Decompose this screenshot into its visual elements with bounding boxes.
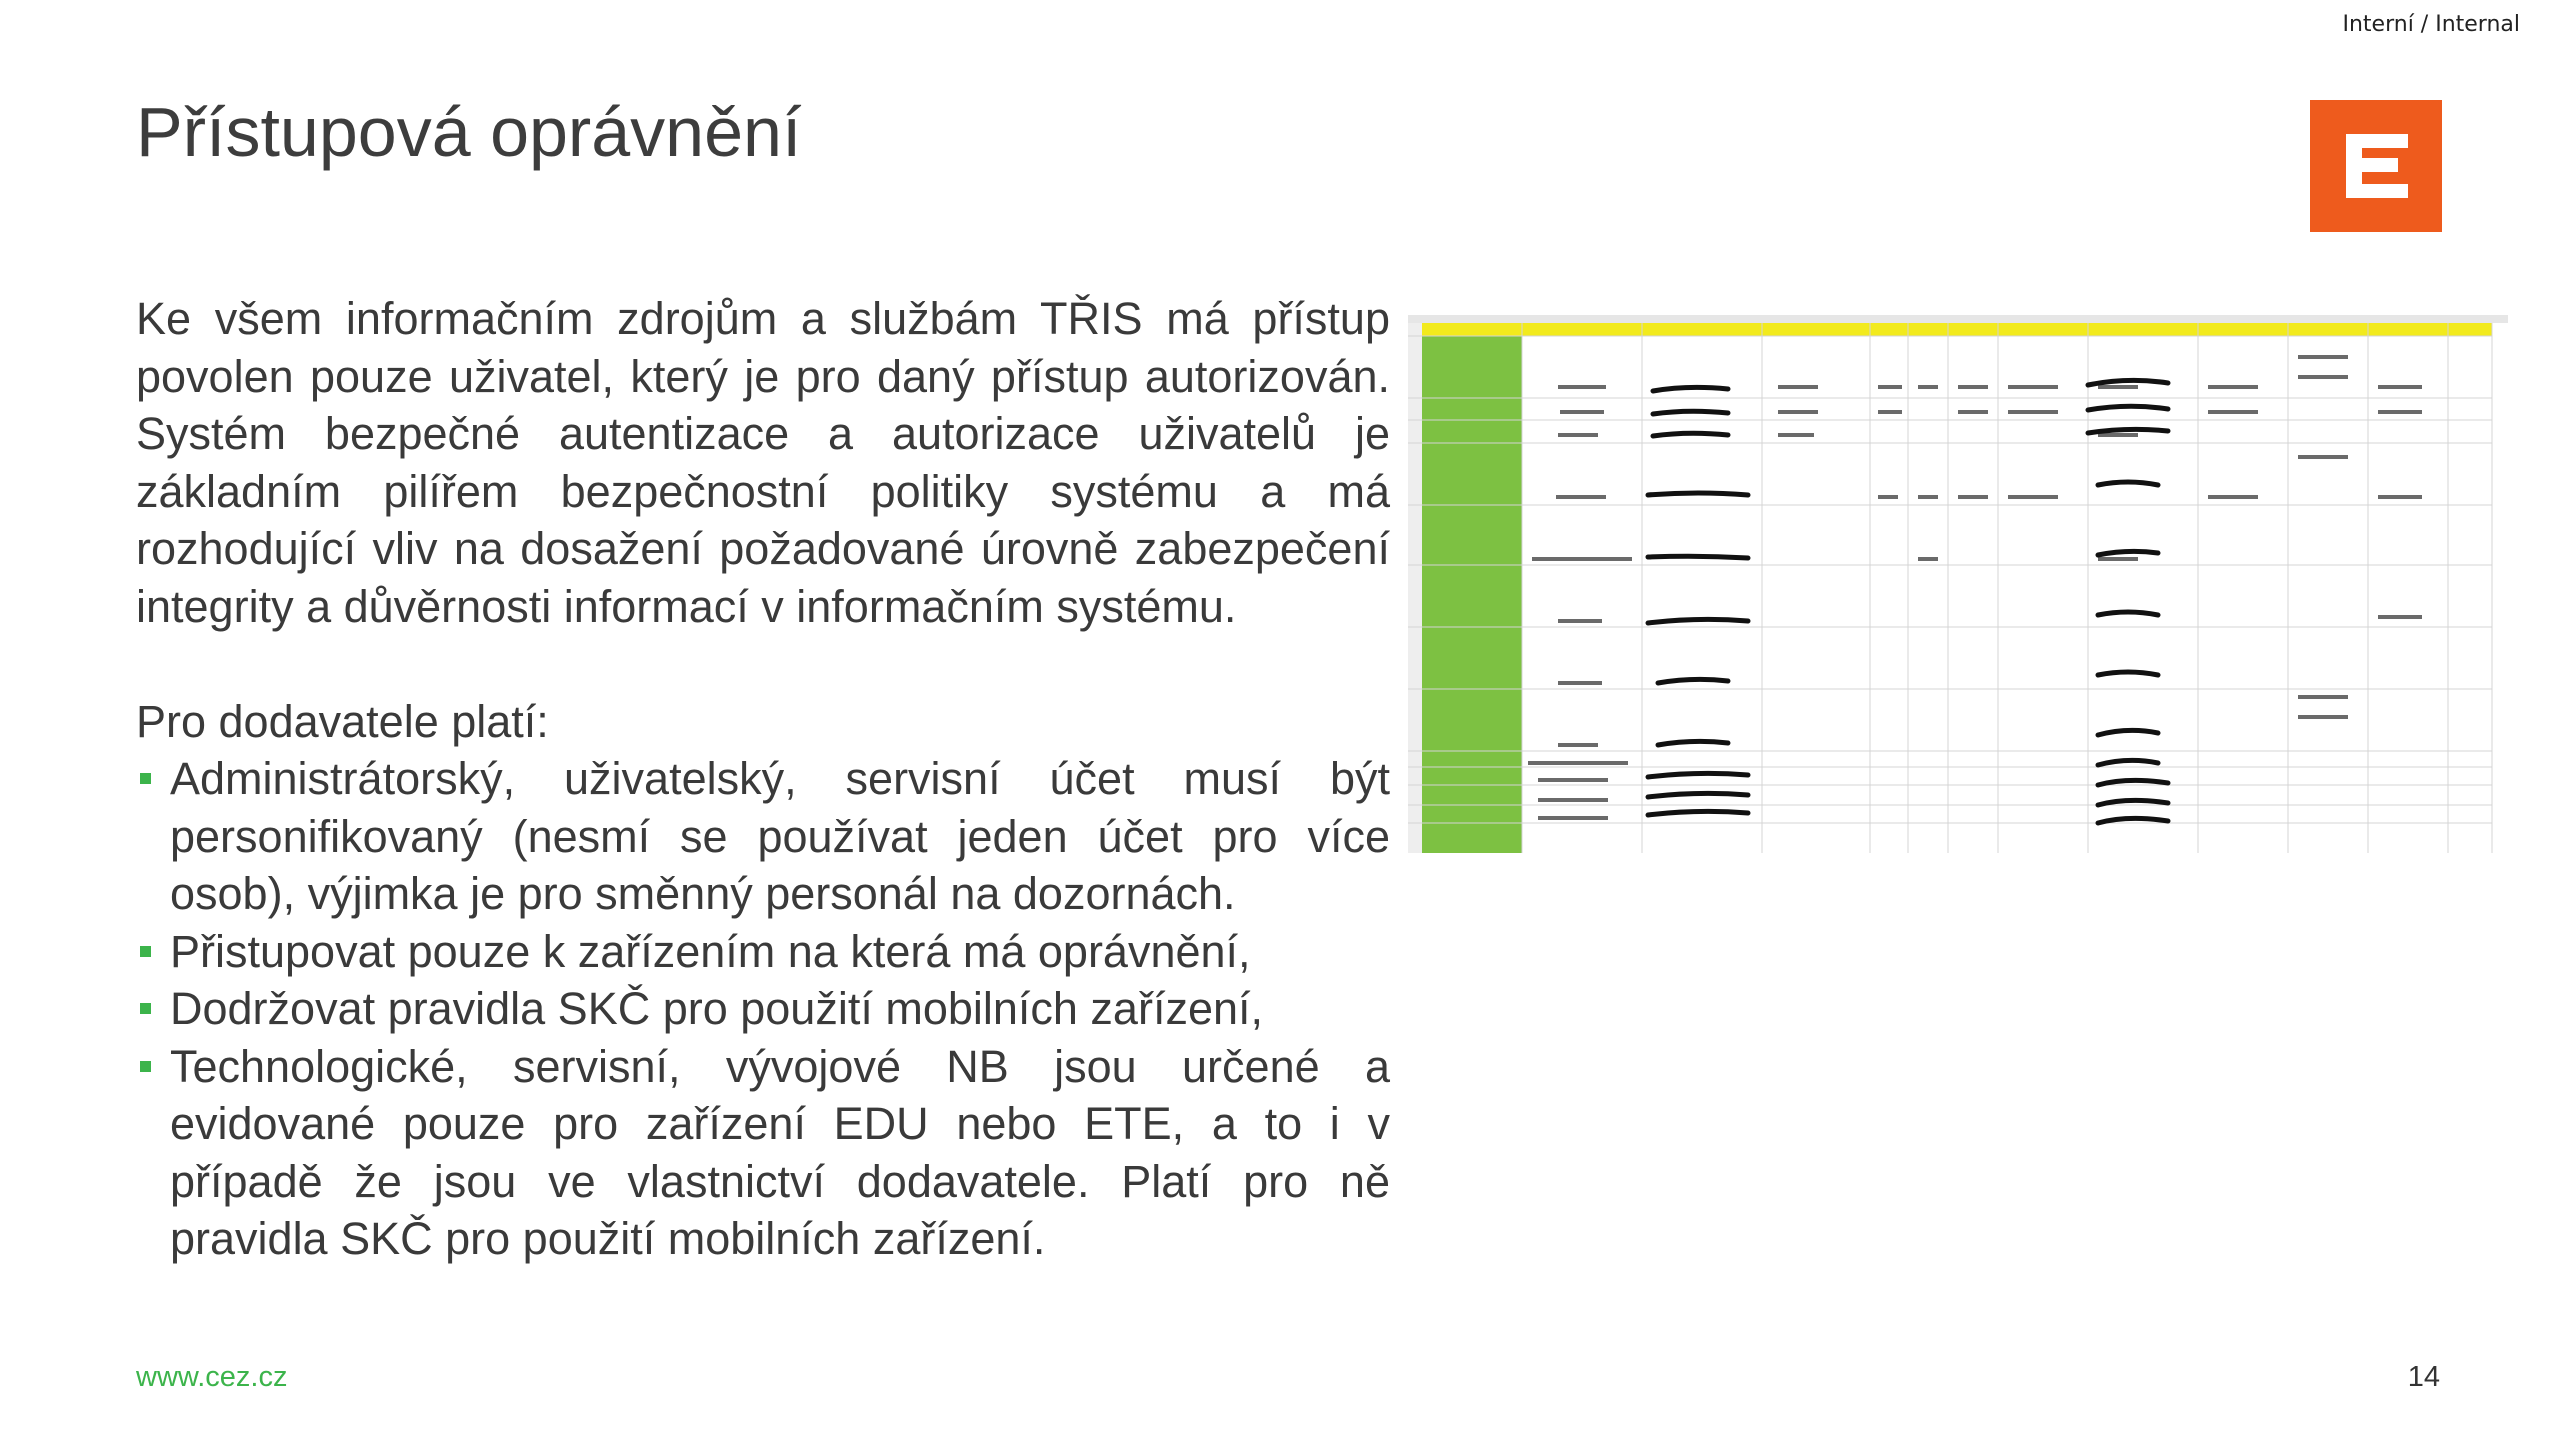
- footer-website-link[interactable]: www.cez.cz: [136, 1361, 288, 1393]
- bullet-square-icon: [140, 1061, 151, 1072]
- bullet-square-icon: [140, 1003, 151, 1014]
- bullet-square-icon: [140, 773, 151, 784]
- classification-label: Interní / Internal: [2342, 12, 2520, 37]
- spreadsheet-screenshot-image: [1408, 315, 2508, 853]
- cez-logo: [2310, 100, 2442, 232]
- page-number: 14: [2407, 1361, 2440, 1393]
- list-item: Technologické, servisní, vývojové NB jsou určené a evidované pouze pro zařízení EDU nebo ETE, a to i v případě že jsou ve vlastnictví dodavatele. Platí pro ně pravidla SKČ pro použití mobilních zařízení.: [136, 1038, 1390, 1268]
- supplier-rules-list: [136, 750, 1390, 1268]
- suppliers-heading: Pro dodavatele platí:: [136, 695, 549, 747]
- intro-paragraph: Ke všem informačním zdrojům a službám TŘIS má přístup povolen pouze uživatel, který je pro daný přístup autorizován. Systém bezpečné autentizace a autorizace uživatelů je základním pilířem bezpečnostní politiky systému a má rozhodující vliv na dosažení požadované úrovně zabezpečení integrity a důvěrnosti informací v informačním systému.: [136, 293, 1390, 632]
- list-item: Dodržovat pravidla SKČ pro použití mobilních zařízení,: [136, 980, 1390, 1038]
- slide-body: [136, 290, 1390, 1268]
- bullet-square-icon: [140, 946, 151, 957]
- slide-title: Přístupová oprávnění: [136, 93, 802, 171]
- list-item: Administrátorský, uživatelský, servisní účet musí být personifikovaný (nesmí se používat jeden účet pro více osob), výjimka je pro směnný personál na dozornách.: [136, 750, 1390, 923]
- list-item: Přistupovat pouze k zařízením na která má oprávnění,: [136, 923, 1390, 981]
